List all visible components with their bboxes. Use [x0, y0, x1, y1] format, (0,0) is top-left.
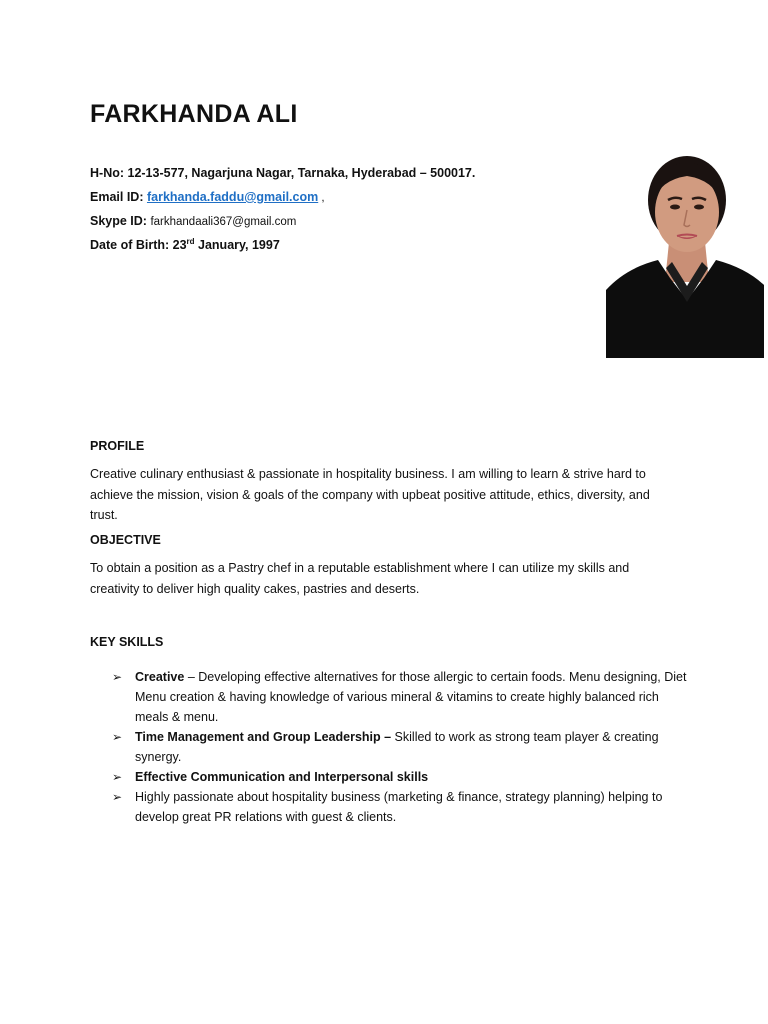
email-link[interactable]: farkhanda.faddu@gmail.com: [146, 190, 319, 204]
skill-text: – Developing effective alternatives for those allergic to certain foods. Menu designing, Diet Menu creation & having knowledge of various mineral & vitamins to create highly balanced rich meals & menu.: [135, 670, 687, 724]
arrow-bullet-icon: ➢: [112, 670, 123, 684]
contact-block: [90, 165, 475, 261]
list-item: [112, 727, 692, 767]
dob-rest: January, 1997: [194, 238, 280, 252]
list-item: [112, 667, 692, 727]
profile-text: Creative culinary enthusiast & passionate in hospitality business. I am willing to learn & strive hard to achieve the mission, vision & goals of the company with upbeat positive attitude, ethics, diversity, and trust.: [90, 467, 650, 522]
key-skills-list: [112, 667, 692, 827]
skill-text: Highly passionate about hospitality business (marketing & finance, strategy planning) helping to develop great PR relations with guest & clients.: [135, 790, 663, 824]
email-suffix: ,: [318, 192, 325, 204]
candidate-name: FARKHANDA ALI: [90, 100, 298, 128]
skill-text: Skilled to work as strong team player & creating synergy.: [135, 730, 659, 764]
objective-text: To obtain a position as a Pastry chef in a reputable establishment where I can utilize my skills and creativity to deliver high quality cakes, pastries and deserts.: [90, 561, 630, 596]
dob-label: Date of Birth: 23: [90, 238, 187, 252]
list-item: [112, 787, 692, 827]
list-item: [112, 767, 692, 787]
address-text: H-No: 12-13-577, Nagarjuna Nagar, Tarnaka, Hyderabad – 500017.: [90, 166, 476, 180]
dob-ordinal: rd: [186, 236, 195, 246]
skill-title: Time Management and Group Leadership –: [135, 730, 392, 744]
arrow-bullet-icon: ➢: [112, 790, 123, 804]
address-line: [90, 165, 475, 189]
profile-photo: [606, 150, 764, 358]
skype-value: farkhandaali367@gmail.com: [150, 216, 297, 228]
email-line: [90, 189, 475, 213]
key-skills-heading: KEY SKILLS: [90, 635, 164, 649]
objective-heading: OBJECTIVE: [90, 533, 161, 547]
skill-title: Creative: [135, 670, 185, 684]
arrow-bullet-icon: ➢: [112, 730, 123, 744]
profile-heading: PROFILE: [90, 439, 145, 453]
email-label: Email ID:: [90, 190, 147, 204]
skill-title: Effective Communication and Interpersonal skills: [135, 770, 429, 784]
arrow-bullet-icon: ➢: [112, 770, 123, 784]
skype-line: [90, 213, 475, 237]
skype-label: Skype ID:: [90, 214, 151, 228]
dob-line: [90, 237, 475, 261]
